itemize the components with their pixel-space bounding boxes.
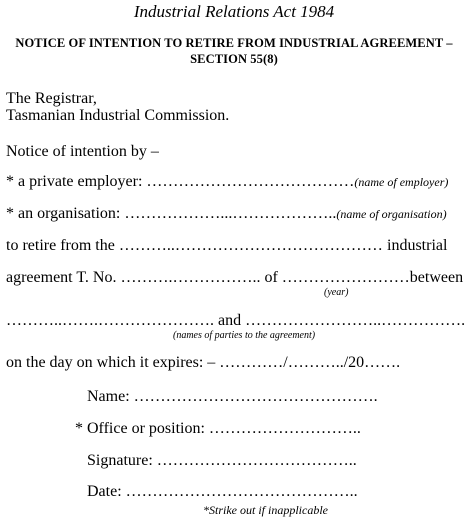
date-label: Date: …………………………………….. (87, 483, 358, 500)
retire-from-label-end: industrial (387, 237, 448, 254)
office-position-label: * Office or position: ……………………….. (75, 420, 361, 437)
private-employer-hint: (name of employer) (354, 175, 449, 189)
organisation-hint: (name of organisation) (336, 207, 447, 221)
signature-field[interactable] (87, 452, 357, 470)
parties-hint: (names of parties to the agreement) (173, 330, 316, 341)
year-hint: (year) (324, 287, 349, 298)
name-field[interactable] (87, 388, 378, 406)
notice-title-line1: NOTICE OF INTENTION TO RETIRE FROM INDUSTRIAL AGREEMENT – (15, 36, 453, 50)
notice-title-line2: SECTION 55(8) (190, 52, 278, 66)
expiry-date-field[interactable] (6, 354, 400, 372)
organisation-field[interactable] (6, 205, 447, 223)
organisation-label: * an organisation: ………………...……………….. (6, 205, 337, 222)
parties-field[interactable] (6, 312, 465, 330)
name-label: Name: ………………………………………. (87, 388, 378, 405)
addressee-line1: The Registrar, (6, 90, 97, 107)
date-field[interactable] (87, 483, 358, 501)
agreement-number-field[interactable] (6, 269, 463, 287)
private-employer-label: * a private employer: ………………………………… (6, 173, 355, 190)
addressee-line2: Tasmanian Industrial Commission. (6, 107, 230, 124)
office-position-field[interactable] (75, 420, 361, 438)
private-employer-field[interactable] (6, 173, 448, 191)
signature-label: Signature: ……………………………….. (87, 452, 357, 469)
agreement-number-label: agreement T. No. ……….…………….. of ……………………between (6, 269, 464, 286)
retire-from-field[interactable] (6, 237, 383, 255)
footnote: *Strike out if inapplicable (203, 503, 328, 517)
retire-from-label: to retire from the ………..………………………………… (6, 237, 383, 254)
notice-intro: Notice of intention by – (6, 143, 159, 160)
act-title: Industrial Relations Act 1984 (133, 2, 335, 21)
expiry-date-label: on the day on which it expires: – …………/………../20……. (6, 354, 401, 371)
parties-label: ………..…….…………………. and ……………………..……………. (6, 312, 466, 329)
